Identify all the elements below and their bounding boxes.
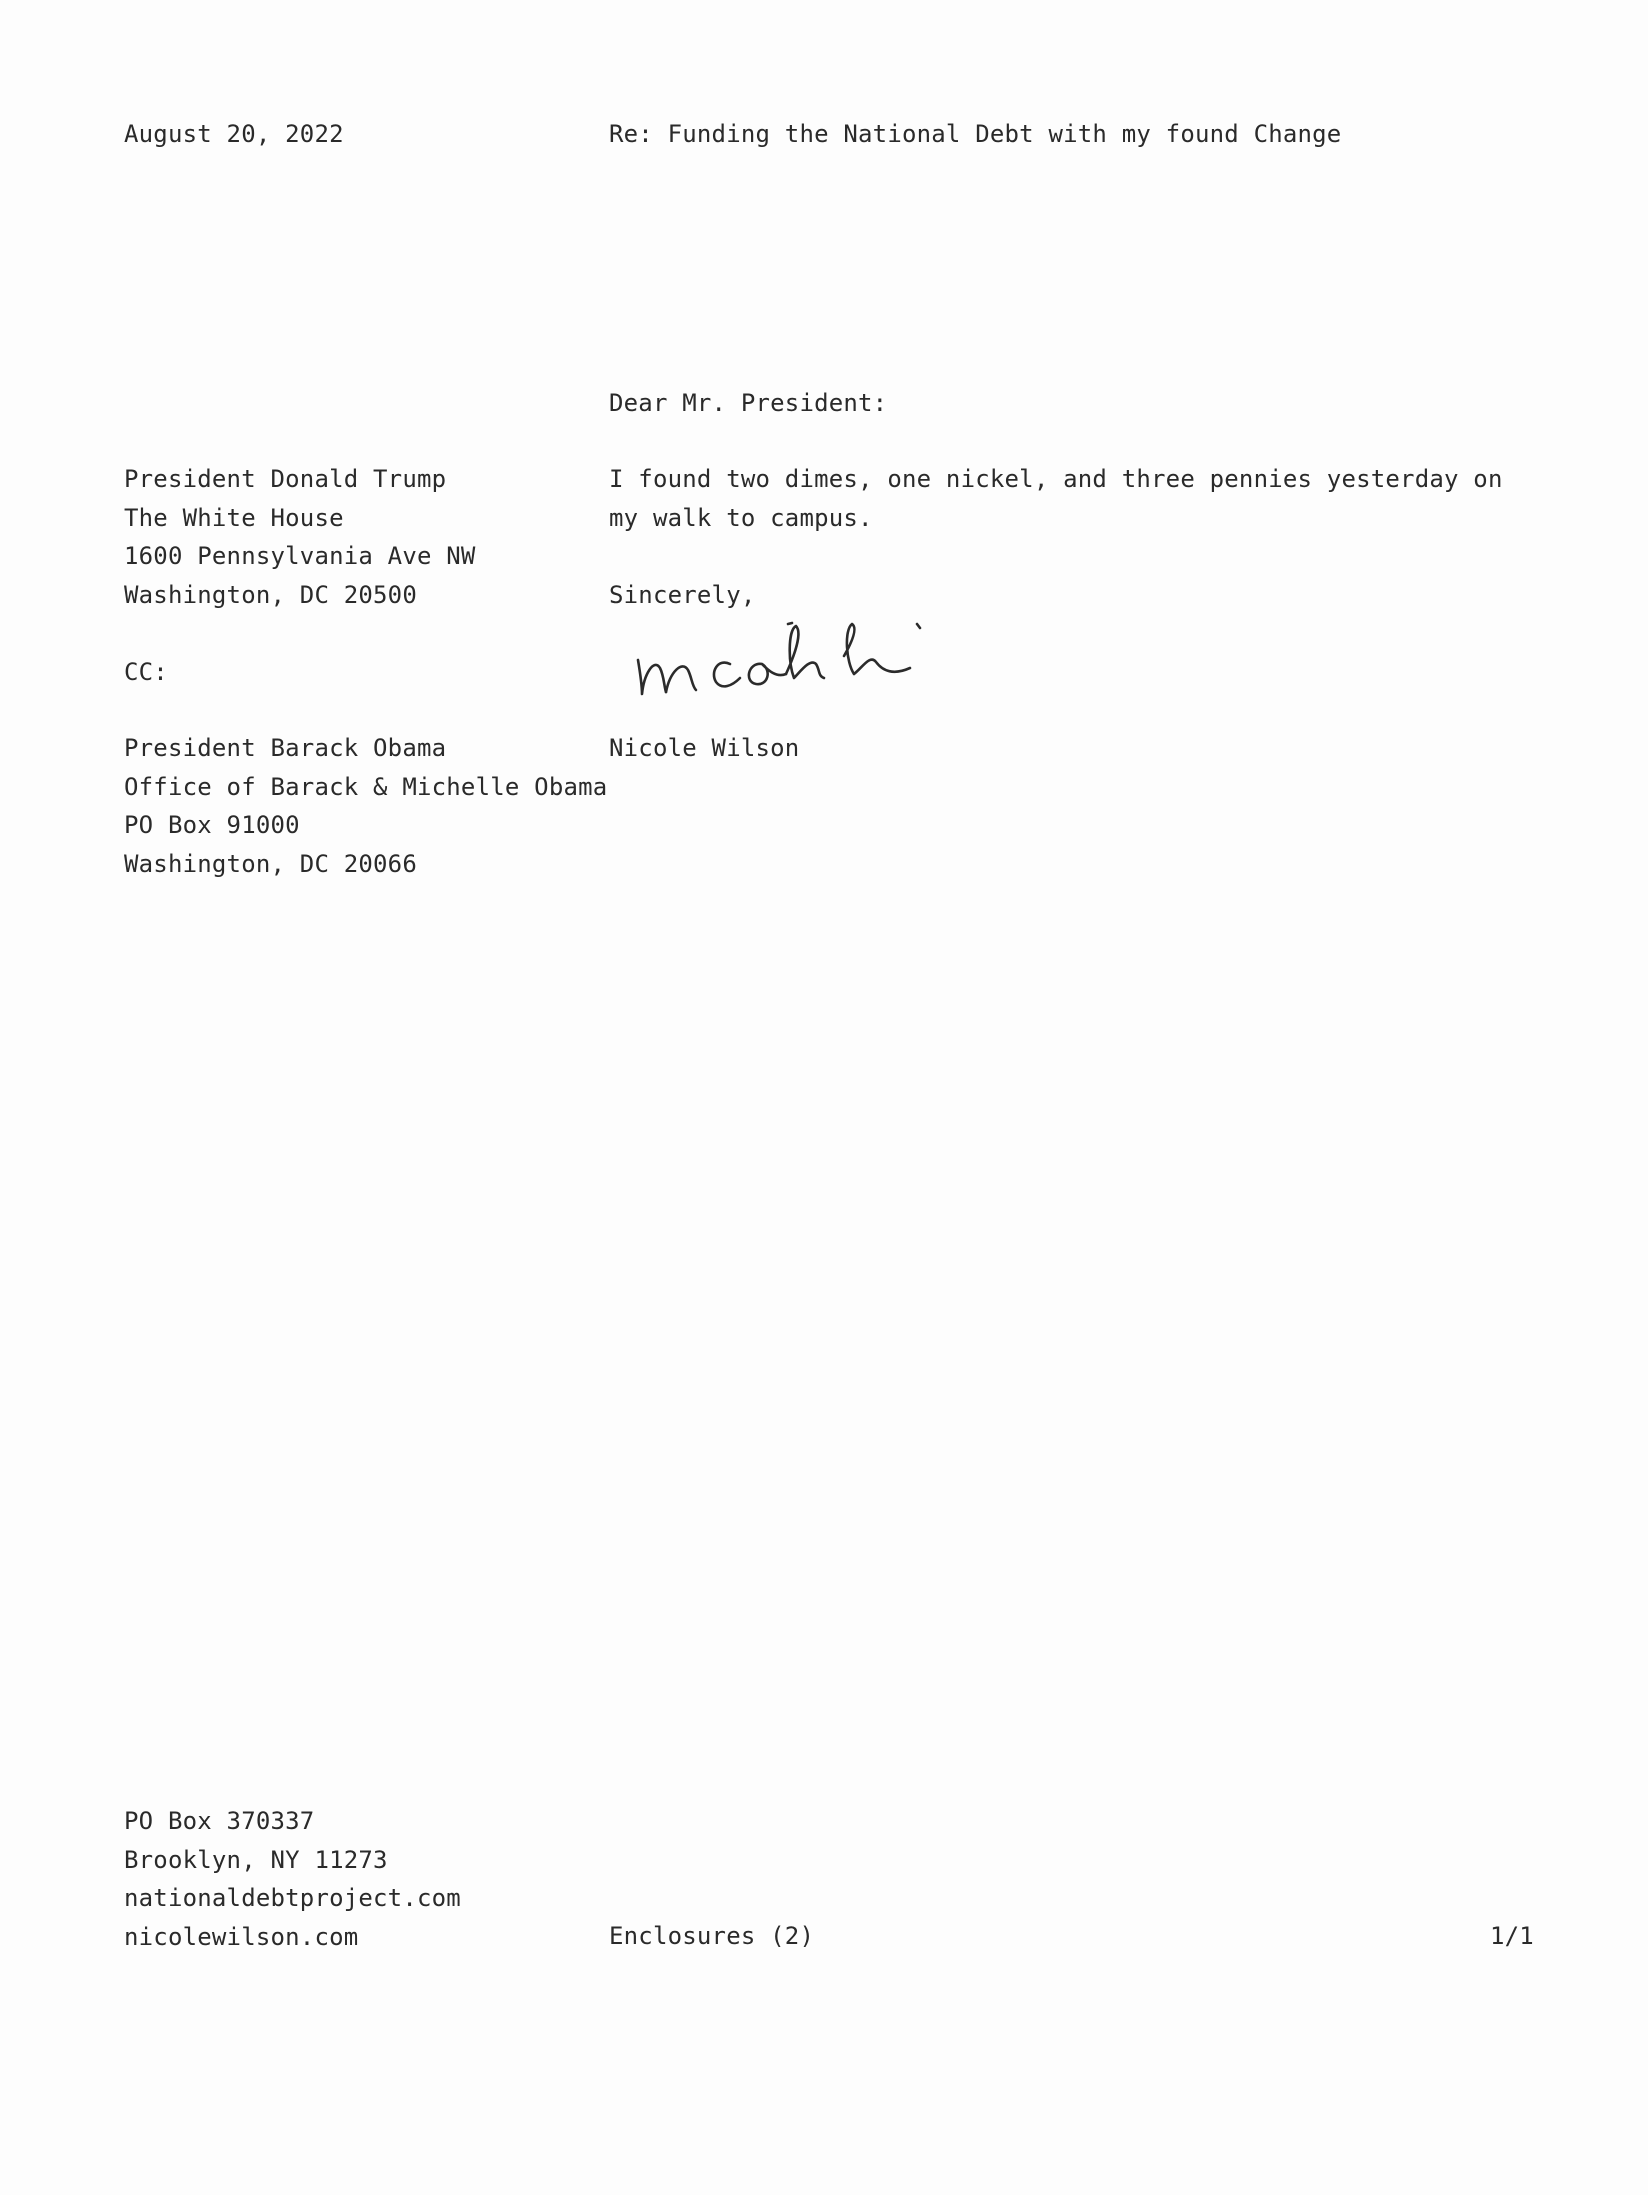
cc-line: Washington, DC 20066 [124,849,417,878]
cc-line: Office of Barack & Michelle Obama [124,772,608,801]
cc-line: PO Box 91000 [124,811,300,839]
sender-line: nationaldebtproject.com [124,1884,461,1912]
cc-line: President Barack Obama [124,734,447,762]
body-paragraph: I found two dimes, one nickel, and three pennies yesterday on my walk to campus. [609,465,1503,532]
page-number: 1/1 [1490,1922,1534,1950]
recipient-line: 1600 Pennsylvania Ave NW [124,542,476,570]
salutation: Dear Mr. President: [609,389,888,417]
recipient-line: Washington, DC 20500 [124,580,417,609]
sender-line: Brooklyn, NY 11273 [124,1845,388,1874]
cc-label: CC: [124,658,168,686]
recipient-line: President Donald Trump [124,465,447,493]
sender-line: nicolewilson.com [124,1922,359,1951]
letter-date: August 20, 2022 [124,120,344,148]
handwritten-signature [630,612,960,707]
sender-address [124,1802,461,1956]
recipient-line: The White House [124,503,344,532]
cc-address [124,729,607,883]
letter-subject: Re: Funding the National Debt with my found Change [609,120,1342,148]
sender-line: PO Box 370337 [124,1807,315,1835]
recipient-address [124,460,476,614]
signer-name: Nicole Wilson [609,734,800,762]
enclosures: Enclosures (2) [609,1922,815,1950]
closing: Sincerely, [609,581,756,609]
